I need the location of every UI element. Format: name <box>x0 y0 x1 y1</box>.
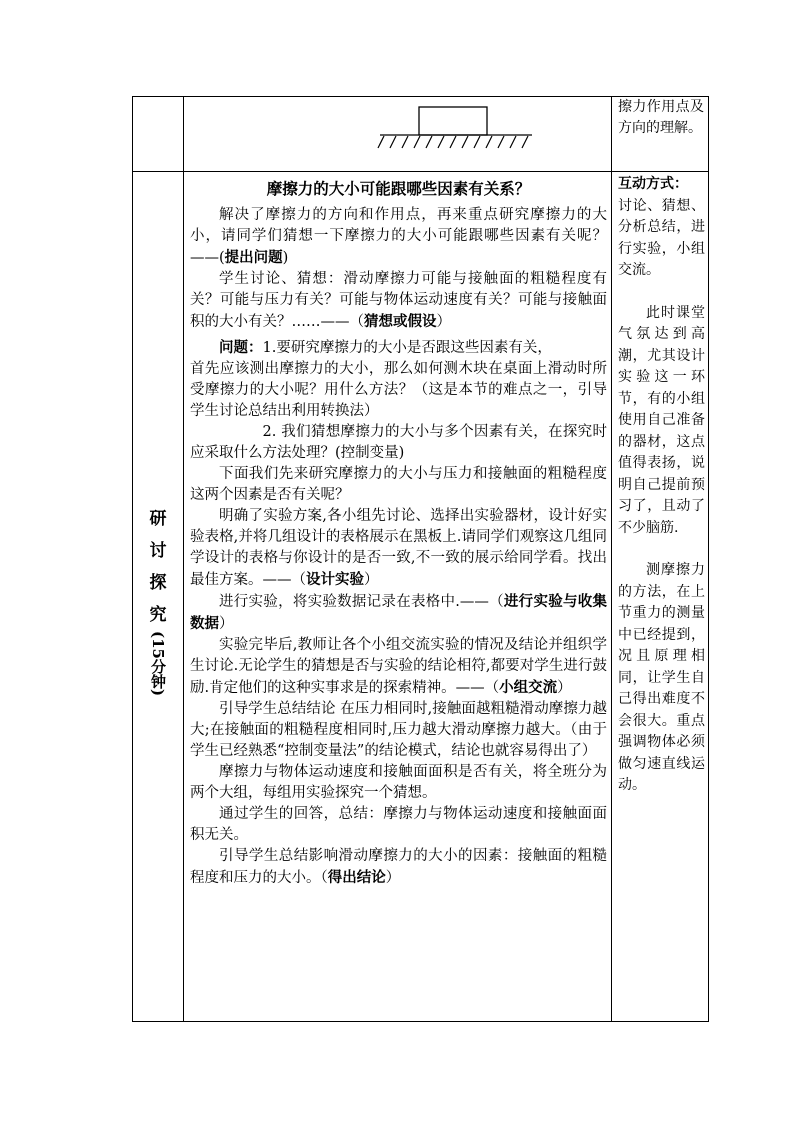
teaching-notes <box>612 172 708 797</box>
section-label <box>133 497 183 631</box>
surface-hatching <box>378 136 528 148</box>
wood-block <box>419 107 487 135</box>
empty-label-cell <box>133 97 184 172</box>
notes-paragraph: 讨论、猜想、分析总结，进行实验，小组交流。 <box>618 197 705 278</box>
paragraph: 实验完毕后,教师让各个小组交流实验的情况及结论并组织学生讨论.无论学生的猜想是否与实验的结论相符,都要对学生进行鼓励.肯定他们的这种实事求是的探索精神。——（小组交流） <box>190 637 607 696</box>
paragraph: 进行实验，将实验数据记录在表格中.——（进行实验与收集数据） <box>190 593 608 632</box>
notes-heading: 互动方式： <box>618 176 688 192</box>
paragraph: 引导学生总结影响滑动摩擦力的大小的因素：接触面的粗糙程度和压力的大小。（得出结论） <box>190 848 607 886</box>
lesson-plan-table <box>132 96 709 1022</box>
notes-cell <box>612 172 709 1022</box>
block-on-surface-figure <box>374 105 534 155</box>
paragraph: 引导学生总结结论 在压力相同时,接触面越粗糙滑动摩擦力越大;在接触面的粗糙程度相同时,压力越大滑动摩擦力越大。（由于学生已经熟悉“控制变量法”的结论模式，结论也就容易得出了） <box>190 701 607 759</box>
paragraph: 明确了实验方案,各小组先讨论、选择出实验器材，设计好实验表格,并将几组设计的表格展示在黑板上.请同学们观察这几组同学设计的表格与你设计的是否一致,不一致的展示给同学看。找出最佳方案。——（设计实验） <box>190 508 607 588</box>
section-label-char: 讨 <box>149 540 167 561</box>
notes-paragraph: 此时课堂气氛达到高潮，尤其设计实验这一环节，有的小组使用自己准备的器材，这点值得表扬，说明自己提前预习了，且动了不少脑筋. <box>618 304 705 536</box>
section-label-char: 研 <box>149 508 167 529</box>
paragraph: 通过学生的回答，总结：摩擦力与物体运动速度和接触面面积无关。 <box>190 806 607 843</box>
question-1-continued: 首先应该测出摩擦力的大小，那么如何测木块在桌面上滑动时所受摩擦力的大小呢？用什么方法？（这是本节的难点之一，引导学生讨论总结出利用转换法） <box>190 361 607 419</box>
top-right-text: 擦力作用点及方向的理解。 <box>618 99 704 136</box>
paragraph: 下面我们先来研究摩擦力的大小与压力和接触面的粗糙程度这两个因素是否有关呢？ <box>190 466 607 503</box>
table-row-figure <box>133 97 709 172</box>
figure-cell <box>184 97 612 172</box>
top-right-cell <box>612 97 709 172</box>
section-label-cell <box>133 172 184 1022</box>
section-label-char: 探 <box>149 572 167 593</box>
section-duration: (15分钟) <box>149 630 167 697</box>
paragraph: 学生讨论、猜想：滑动摩擦力可能与接触面的粗糙程度有关？可能与压力有关？可能与物体运动速度有关？可能与接触面积的大小有关？……——（猜想或假设） <box>190 271 607 330</box>
paragraph: 摩擦力与物体运动速度和接触面面积是否有关，将全班分为两个大组，每组用实验探究一个猜想。 <box>190 764 607 801</box>
main-content-cell <box>184 172 612 1022</box>
section-title: 摩擦力的大小可能跟哪些因素有关系？ <box>266 179 531 198</box>
section-label-char: 究 <box>149 604 167 625</box>
question-2: 2. 我们猜想摩擦力的大小与多个因素有关，在探究时应采取什么方法处理？(控制变量) <box>190 424 607 461</box>
table-row-main <box>133 172 709 1022</box>
question-1: 问题：1.要研究摩擦力的大小是否跟这些因素有关， <box>219 339 552 356</box>
notes-paragraph: 测摩擦力的方法，在上节重力的测量中已经提到，况且原理相同，让学生自己得出难度不会很大。重点强调物体必须做匀速直线运动。 <box>618 562 705 793</box>
main-content <box>184 172 611 889</box>
paragraph: 解决了摩擦力的方向和作用点，再来重点研究摩擦力的大小，请同学们猜想一下摩擦力的大小可能跟哪些因素有关呢？——(提出问题) <box>190 207 607 266</box>
